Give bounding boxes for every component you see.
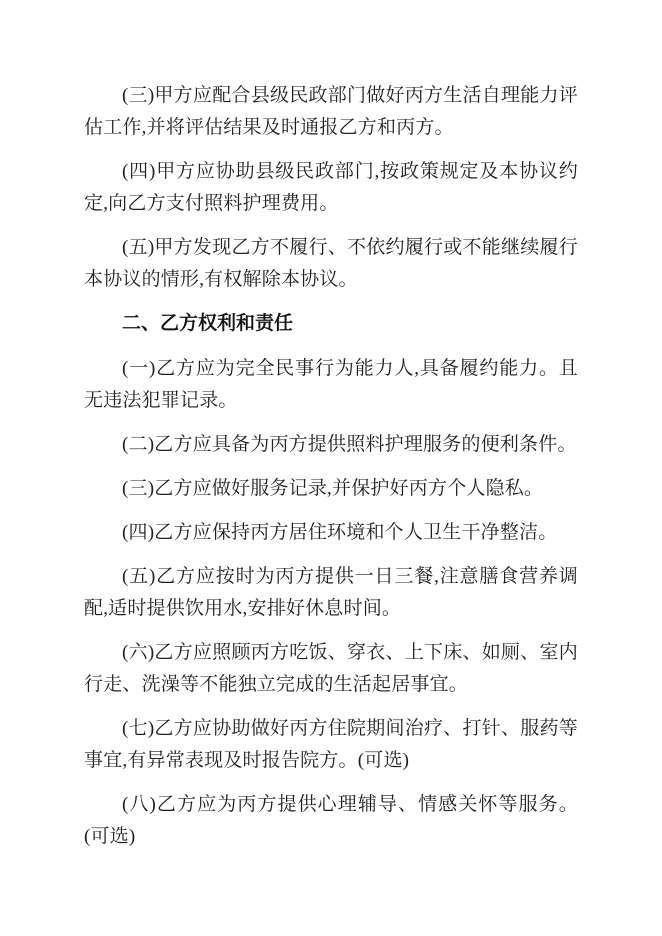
paragraph-jia-3: (三)甲方应配合县级民政部门做好丙方生活自理能力评估工作,并将评估结果及时通报乙方和丙方。 [84, 85, 578, 138]
paragraph-yi-2: (二)乙方应具备为丙方提供照料护理服务的便利条件。 [122, 434, 577, 455]
paragraph-yi-7: (七)乙方应协助做好丙方住院期间治疗、打针、服药等事宜,有异常表现及时报告院方。(可选) [84, 718, 578, 771]
paragraph-yi-8: (八)乙方应为丙方提供心理辅导、情感关怀等服务。(可选) [84, 794, 578, 847]
paragraph-yi-5: (五)乙方应按时为丙方提供一日三餐,注意膳食营养调配,适时提供饮用水,安排好休息时间。 [84, 566, 578, 619]
section-heading: 二、乙方权利和责任 [122, 313, 294, 334]
paragraph-jia-4: (四)甲方应协助县级民政部门,按政策规定及本协议约定,向乙方支付照料护理费用。 [84, 161, 578, 214]
paragraph-yi-1: (一)乙方应为完全民事行为能力人,具备履约能力。且无违法犯罪记录。 [84, 358, 578, 411]
paragraph-yi-6: (六)乙方应照顾丙方吃饭、穿衣、上下床、如厕、室内行走、洗澡等不能独立完成的生活起居事宜。 [84, 642, 578, 695]
paragraph-yi-3: (三)乙方应做好服务记录,并保护好丙方个人隐私。 [122, 478, 544, 499]
paragraph-jia-5: (五)甲方发现乙方不履行、不依约履行或不能继续履行本协议的情形,有权解除本协议。 [84, 237, 578, 290]
paragraph-yi-4: (四)乙方应保持丙方居住环境和个人卫生干净整洁。 [122, 522, 558, 543]
